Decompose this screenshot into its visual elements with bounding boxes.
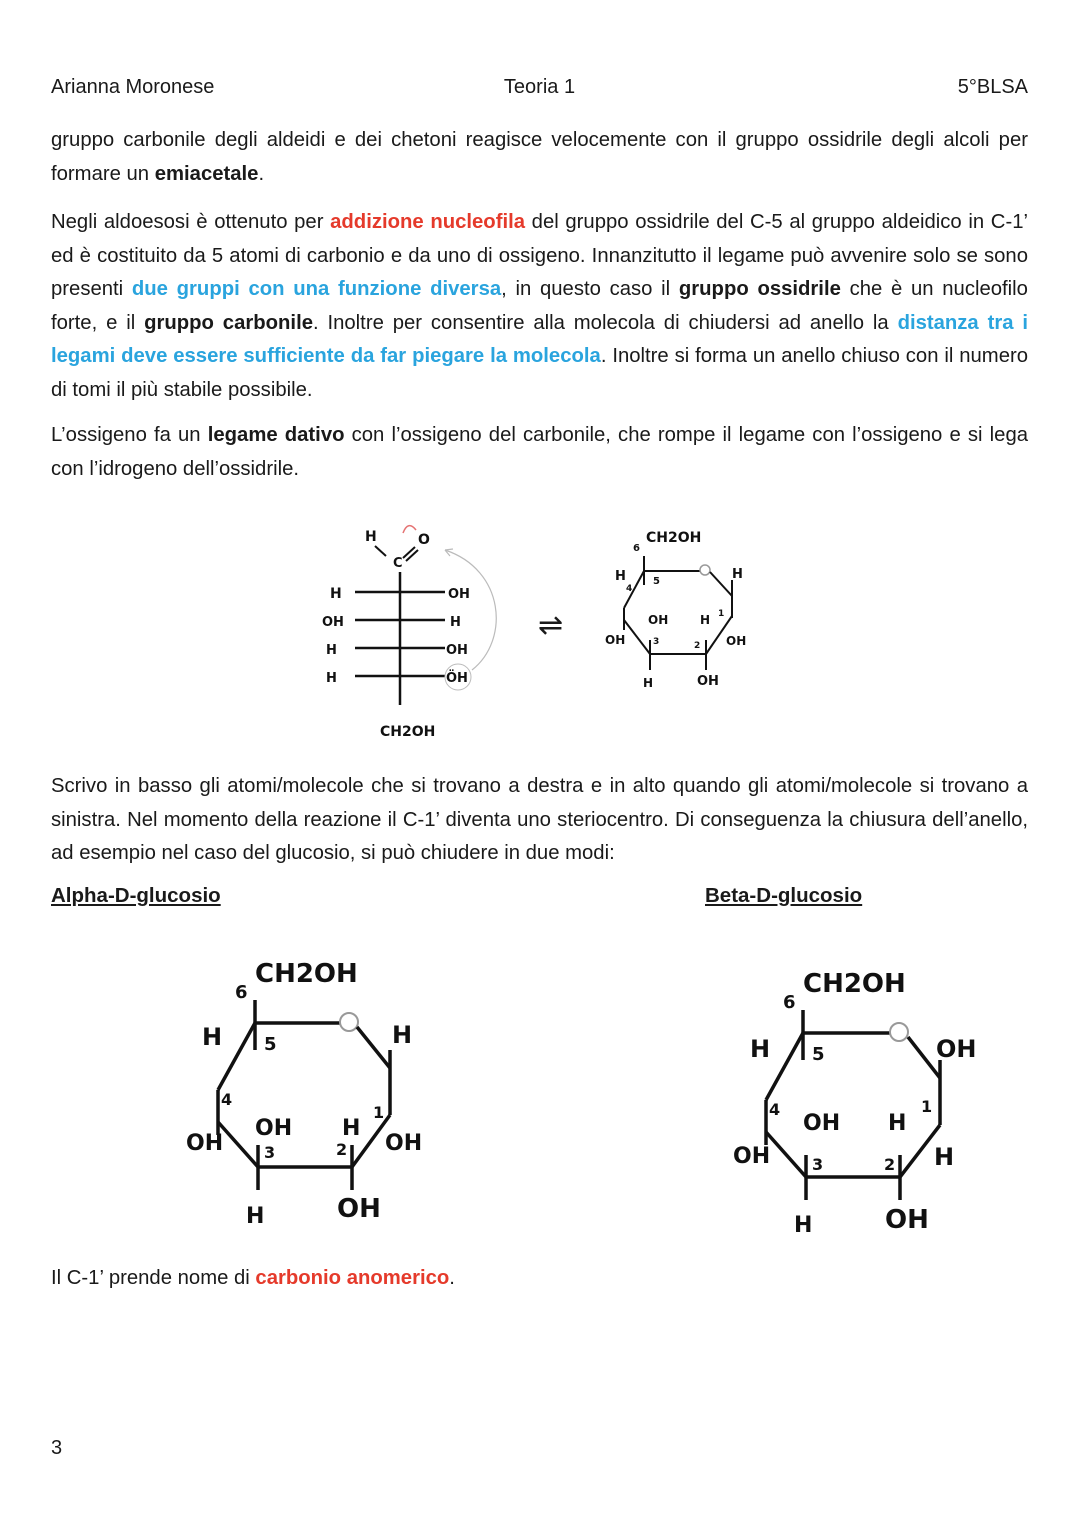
- beta-hb: H: [794, 1213, 813, 1238]
- fischer-left-3: H: [326, 643, 337, 658]
- fischer-right-4: ÖH: [446, 671, 468, 686]
- p5-text-2: .: [449, 1267, 455, 1289]
- p2-bold-ossidrile: gruppo ossidrile: [678, 278, 841, 300]
- ring-s-h1: H: [732, 567, 743, 582]
- p2-text-3: , in questo caso il: [501, 278, 679, 300]
- paragraph-intro: [51, 124, 1028, 191]
- p2-text-6: . Inoltre si forma un anello chiuso con il numero di tomi il più stabile possibile.: [51, 345, 1029, 401]
- paragraph-carbonio-anomerico: [51, 1262, 1028, 1296]
- fischer-left-4: H: [326, 671, 337, 686]
- p2-text-2: del gruppo ossidrile del C-5 al gruppo aldeidico in C-1’ ed è costituito da 5 atomi di carbonio e da uno di ossigeno. Innanzitutto il legame può avvenire solo se sono presenti: [51, 211, 1028, 300]
- p3-text-2: con l’ossigeno del carbonile, che rompe il legame con l’ossigeno e si lega con l’idrogeno dell’ossidrile.: [51, 424, 1028, 480]
- beta-n4: 4: [769, 1100, 781, 1119]
- alpha-glucose-title: Alpha-D-glucosio: [51, 884, 221, 907]
- beta-glucose-title: Beta-D-glucosio: [705, 884, 863, 907]
- beta-oh4: OH: [733, 1144, 771, 1169]
- p1-text: gruppo carbonile degli aldeidi e dei chetoni reagisce velocemente con il gruppo ossidrile degli alcoli per formare un: [51, 129, 1028, 185]
- ring-s-n5: 5: [653, 576, 660, 587]
- page-header: [51, 76, 1028, 106]
- ring-s-n1: 1: [718, 609, 725, 619]
- alpha-oh1: OH: [385, 1131, 423, 1156]
- highlight-distanza: distanza tra i legami deve essere sufficiente da far piegare la molecola: [51, 311, 1028, 367]
- alpha-oh4: OH: [186, 1131, 224, 1156]
- ring-s-n3: 3: [653, 637, 660, 647]
- highlight-addizione-nucleofila: addizione nucleofila: [330, 211, 525, 233]
- ring-s-oh4: OH: [605, 633, 626, 647]
- alpha-oh3: OH: [255, 1116, 293, 1141]
- alpha-n2: 2: [336, 1140, 348, 1159]
- beta-top: CH2OH: [803, 969, 906, 999]
- p1-bold-emiacetale: emiacetale: [154, 162, 259, 185]
- alpha-h2: H: [342, 1116, 361, 1141]
- ring-s-h2: H: [700, 613, 711, 627]
- alpha-n3: 3: [264, 1143, 276, 1162]
- equilibrium-arrows: ⇌: [538, 608, 564, 643]
- highlight-due-gruppi: due gruppi con una funzione diversa: [131, 278, 502, 300]
- ring-s-h5: H: [615, 569, 626, 584]
- fischer-aldehyde-o: O: [418, 532, 430, 548]
- fischer-aldehyde-h: H: [365, 529, 377, 545]
- ring-s-oh1: OH: [726, 634, 747, 648]
- fischer-right-2: H: [450, 615, 461, 630]
- p3-text-1: L’ossigeno fa un: [51, 424, 208, 446]
- beta-n2: 2: [884, 1155, 896, 1174]
- beta-oh1top: OH: [936, 1035, 977, 1063]
- paragraph-aldoesosi: [51, 206, 1028, 407]
- fischer-aldehyde-c: C: [393, 556, 403, 571]
- electron-arrow-red: [403, 526, 416, 533]
- beta-glucose-ring: [728, 960, 1008, 1240]
- fischer-right-1: OH: [448, 587, 470, 602]
- alpha-n5: 5: [264, 1034, 277, 1055]
- p4-text: Scrivo in basso gli atomi/molecole che si trovano a destra e in alto quando gli atomi/molecole si trovano a sinistra. Nel momento della reazione il C-1’ diventa uno steriocentro. Di conseguenza la chiusura dell’anello, ad esempio nel caso del glucosio, si può chiudere in due modi:: [51, 775, 1028, 864]
- p2-bold-carbonile: gruppo carbonile: [144, 311, 313, 334]
- beta-ohb: OH: [885, 1205, 929, 1235]
- alpha-h1: H: [392, 1021, 413, 1049]
- paragraph-ossigeno: [51, 419, 1028, 486]
- alpha-hb: H: [246, 1204, 265, 1229]
- ring-s-oh3: OH: [648, 613, 669, 627]
- beta-n5: 5: [812, 1044, 825, 1065]
- alpha-ohb: OH: [337, 1194, 381, 1224]
- alpha-glucose-ring: [180, 950, 440, 1230]
- author-name: Arianna Moronese: [51, 76, 215, 98]
- p1-text-end: .: [258, 162, 265, 185]
- fischer-left-2: OH: [322, 615, 344, 630]
- fischer-left-1: H: [330, 586, 342, 602]
- alpha-h5: H: [202, 1023, 223, 1051]
- ring-s-n2: 2: [694, 641, 701, 651]
- highlight-carbonio-anomerico: carbonio anomerico: [255, 1267, 450, 1289]
- alpha-n6: 6: [235, 982, 248, 1003]
- paragraph-scrivo: [51, 770, 1028, 871]
- beta-h5: H: [750, 1035, 771, 1063]
- beta-oh3: OH: [803, 1111, 841, 1136]
- alpha-n1: 1: [373, 1103, 385, 1122]
- beta-h2: H: [888, 1111, 907, 1136]
- ring-s-hb: H: [643, 676, 654, 690]
- beta-h1: H: [934, 1143, 955, 1171]
- fischer-right-3: OH: [446, 643, 468, 658]
- ring-s-ohb: OH: [697, 674, 719, 689]
- beta-n6: 6: [783, 992, 796, 1013]
- ring-s-top: CH2OH: [646, 530, 702, 546]
- ring-s-n4: 4: [626, 584, 633, 594]
- page-number: 3: [51, 1437, 63, 1459]
- fischer-projection: [300, 520, 530, 750]
- p2-text-1: Negli aldoesosi è ottenuto per: [51, 211, 331, 233]
- p2-text-4: che è un nucleofilo forte, e il: [51, 278, 1028, 334]
- fischer-bottom: CH2OH: [380, 724, 436, 740]
- class-label: 5°BLSA: [957, 76, 1028, 98]
- beta-n3: 3: [812, 1155, 824, 1174]
- alpha-n4: 4: [221, 1090, 233, 1109]
- alpha-top: CH2OH: [255, 959, 358, 989]
- p5-text-1: Il C-1’ prende nome di: [51, 1267, 256, 1289]
- small-haworth-ring: [600, 520, 770, 700]
- p3-bold-legame-dativo: legame dativo: [207, 424, 345, 446]
- document-title: Teoria 1: [503, 76, 576, 98]
- ring-s-n6: 6: [633, 543, 640, 554]
- beta-n1: 1: [921, 1097, 933, 1116]
- p2-text-5: . Inoltre per consentire alla molecola di chiudersi ad anello la: [312, 311, 898, 334]
